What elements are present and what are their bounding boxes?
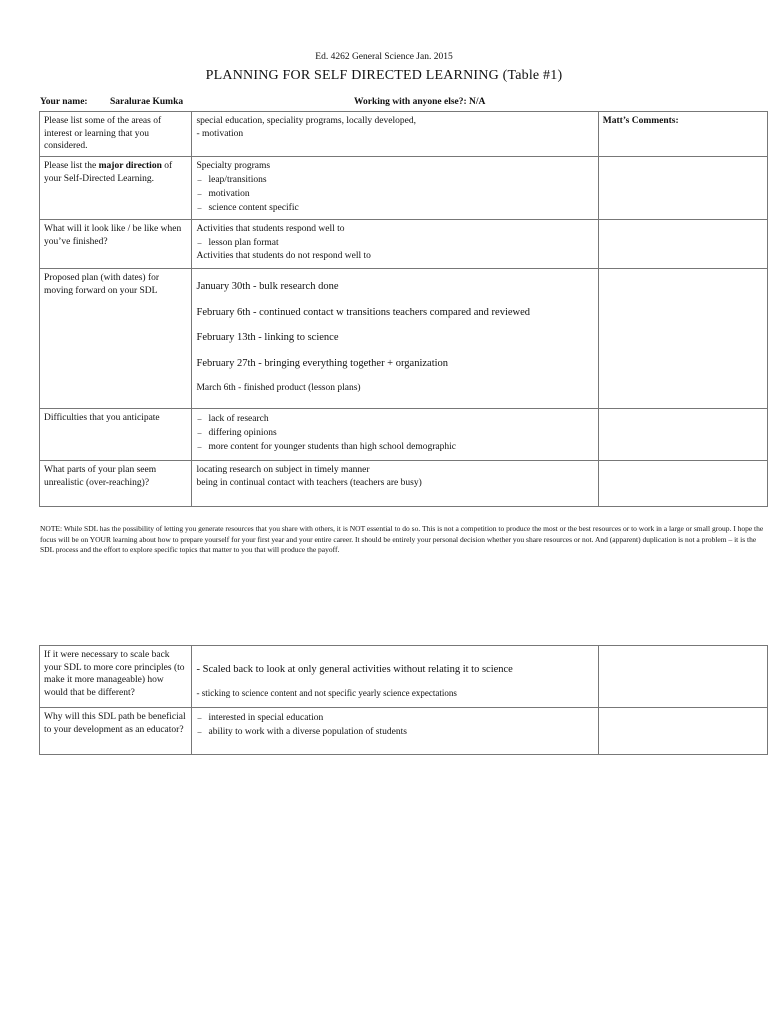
table-row	[40, 112, 768, 157]
comments-cell	[598, 220, 767, 269]
question-emphasis: major direction	[98, 161, 162, 171]
question-cell: What will it look like / be like when you’ve finished?	[40, 220, 192, 269]
comments-cell	[598, 708, 767, 755]
list-item: – lack of research	[196, 412, 593, 426]
answer-line: - sticking to science content and not specific yearly science expectations	[196, 687, 457, 698]
list-item: – leap/transitions	[196, 173, 593, 187]
table-row	[40, 157, 768, 220]
planning-table	[39, 111, 768, 507]
course-header: Ed. 4262 General Science Jan. 2015	[315, 52, 453, 62]
question-cell: Please list some of the areas of interest or learning that you considered.	[40, 112, 192, 157]
table-row	[40, 269, 768, 409]
list-item: – science content specific	[196, 201, 593, 215]
answer-line: - Scaled back to look at only general activities without relating it to science	[196, 664, 513, 675]
table-row	[40, 220, 768, 269]
scale-back-table	[39, 645, 768, 755]
list-item: – more content for younger students than high school demographic	[196, 440, 593, 454]
list-item: – differing opinions	[196, 426, 593, 440]
question-text: of your Self-Directed Learning.	[44, 161, 173, 184]
comments-cell	[598, 112, 767, 157]
answer-cell	[192, 112, 598, 157]
question-cell: What parts of your plan seem unrealistic (over-reaching)?	[40, 461, 192, 507]
question-cell	[40, 157, 192, 220]
table-row	[40, 409, 768, 461]
comments-cell	[598, 646, 767, 708]
question-cell: Difficulties that you anticipate	[40, 409, 192, 461]
note-paragraph: NOTE: While SDL has the possibility of letting you generate resources that you share with others, it is NOT essential to do so. This is not a competition to produce the most or the best resources or to work in a large or small group. I hope the focus will be on YOUR learning about how to prepare yourself for your first year and your entire career. It should be entirely your personal decision whether you share resources or not. And (apparent) duplication is not a problem – it is the SDL process and the effort to explore specific topics that matter to you that will produce the payoff.	[40, 524, 764, 554]
comments-cell	[598, 157, 767, 220]
answer-cell	[192, 157, 598, 220]
plan-item: February 13th - linking to science	[196, 332, 339, 343]
plan-item: January 30th - bulk research done	[196, 281, 339, 292]
working-with: Working with anyone else?: N/A	[354, 97, 486, 107]
answer-cell	[192, 461, 598, 507]
plan-item: March 6th - finished product (lesson plans)	[196, 383, 361, 393]
answer-line: Activities that students respond well to	[196, 224, 345, 234]
list-item: – lesson plan format	[196, 236, 593, 250]
list-item: – interested in special education	[196, 711, 593, 725]
question-cell: If it were necessary to scale back your SDL to more core principles (to make it more manageable) how would that be different?	[40, 646, 192, 708]
plan-item: February 6th - continued contact w transitions teachers compared and reviewed	[196, 306, 531, 318]
answer-line: - motivation	[196, 128, 244, 139]
answer-list	[196, 236, 593, 250]
question-text: Please list the	[44, 161, 99, 171]
question-cell: Why will this SDL path be beneficial to your development as an educator?	[40, 708, 192, 755]
list-item: – ability to work with a diverse population of students	[196, 725, 593, 739]
table-row	[40, 708, 768, 755]
answer-list	[196, 711, 593, 739]
question-cell: Proposed plan (with dates) for moving forward on your SDL	[40, 269, 192, 409]
comments-cell	[598, 409, 767, 461]
answer-cell	[192, 646, 598, 708]
answer-cell	[192, 409, 598, 461]
name-label: Your name:	[40, 97, 88, 107]
comments-cell	[598, 269, 767, 409]
comments-header: Matt’s Comments:	[602, 116, 679, 126]
student-name: Saralurae Kumka	[110, 97, 184, 107]
answer-line: being in continual contact with teachers (teachers are busy)	[196, 477, 422, 488]
list-item: – motivation	[196, 187, 593, 201]
page-title: PLANNING FOR SELF DIRECTED LEARNING (Table #1)	[205, 68, 563, 83]
answer-line: Specialty programs	[196, 161, 271, 171]
answer-line: locating research on subject in timely manner	[196, 465, 370, 475]
answer-line: Activities that students do not respond well to	[196, 250, 371, 261]
answer-cell	[192, 220, 598, 269]
answer-line: special education, speciality programs, locally developed,	[196, 116, 416, 126]
table-row	[40, 646, 768, 708]
comments-cell	[598, 461, 767, 507]
answer-cell	[192, 708, 598, 755]
table-row	[40, 461, 768, 507]
answer-list	[196, 173, 593, 215]
plan-item: February 27th - bringing everything together + organization	[196, 357, 449, 369]
answer-cell	[192, 269, 598, 409]
answer-list	[196, 412, 593, 454]
